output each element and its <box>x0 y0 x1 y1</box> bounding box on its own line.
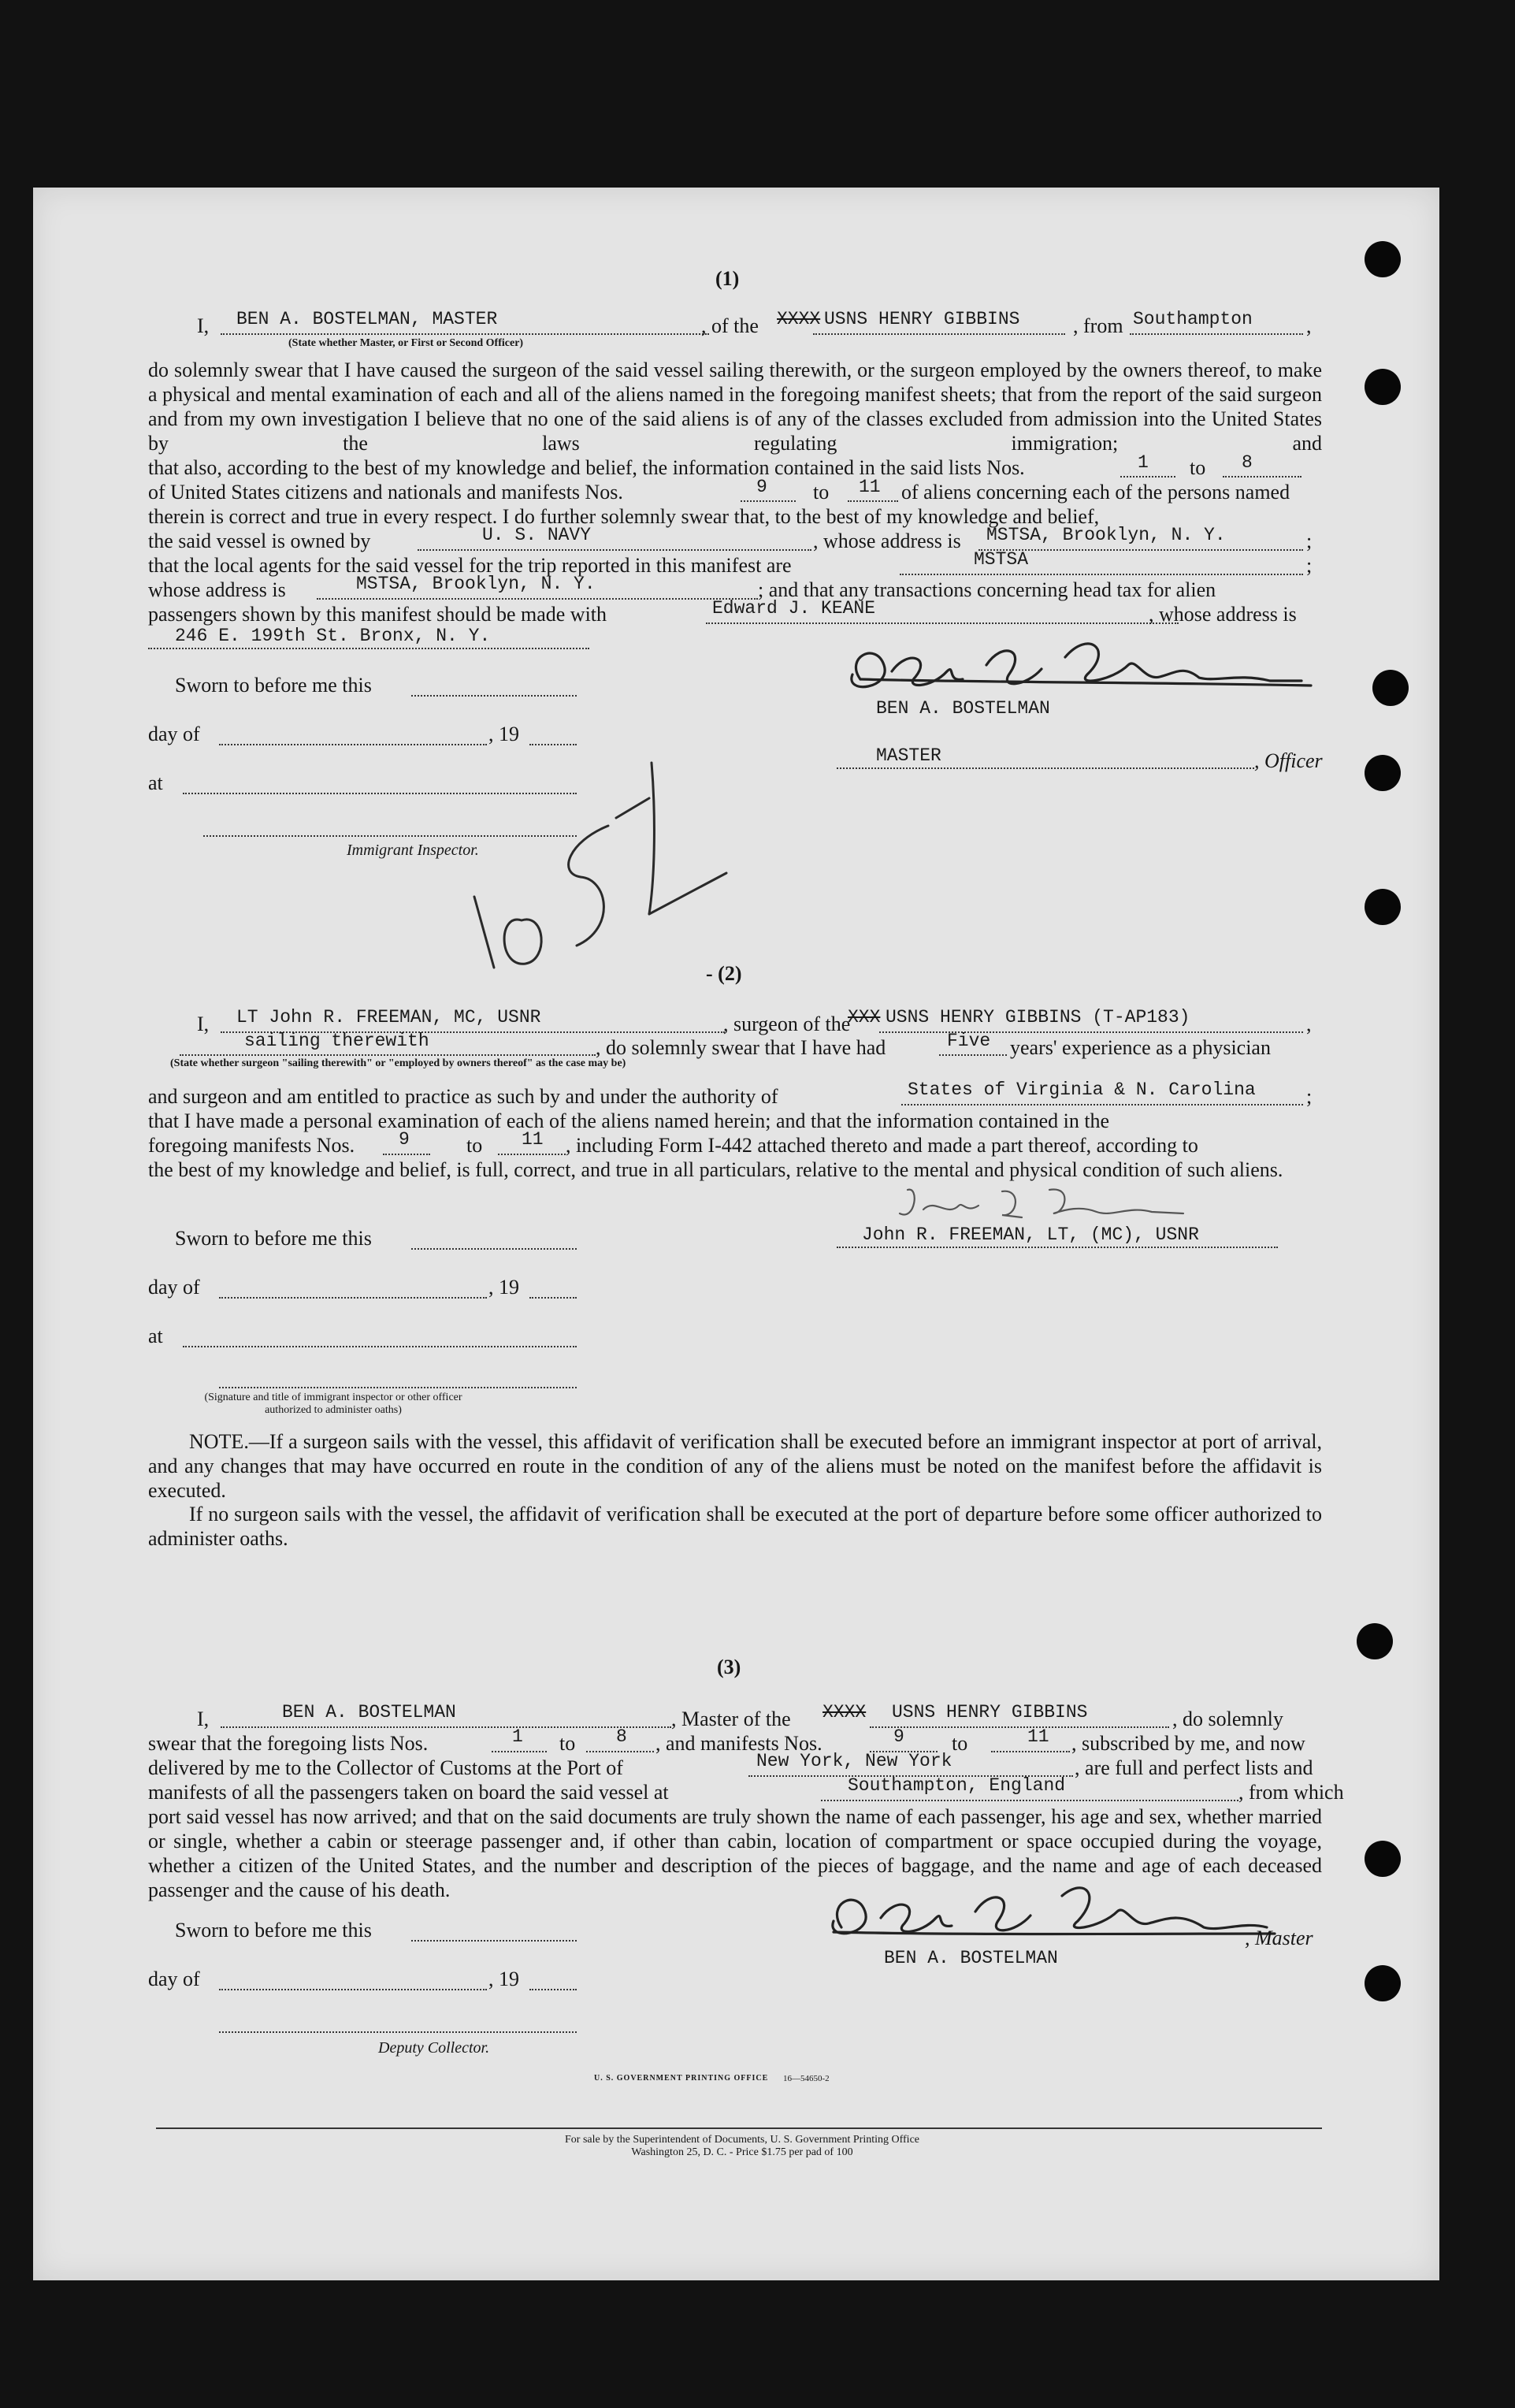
master-signature <box>829 634 1317 704</box>
struck-abbrev: XXX <box>848 1007 881 1027</box>
fill-line <box>148 648 589 649</box>
year-label: , 19 <box>488 1968 519 1990</box>
to-word: to <box>466 1134 483 1157</box>
arrival-port: New York, New York <box>756 1751 952 1771</box>
day-of-label: day of <box>148 1968 200 1990</box>
sale-line-2: Washington 25, D. C. - Price $1.75 per pad of 100 <box>631 2146 853 2158</box>
punch-hole <box>1357 1623 1393 1659</box>
owned-line-b: , whose address is <box>813 530 961 552</box>
day-of-label: day of <box>148 1276 200 1299</box>
departure-port: Southampton, England <box>848 1775 1066 1796</box>
fill-line <box>221 333 709 335</box>
from-label: , from <box>1073 314 1123 337</box>
intro-i: I, <box>197 1013 210 1035</box>
surgeon-printed-name: John R. FREEMAN, LT, (MC), USNR <box>862 1224 1199 1245</box>
fill-line <box>991 1751 1070 1752</box>
fill-line <box>411 1940 577 1942</box>
to-word: to <box>952 1732 968 1755</box>
passengers-line: passengers shown by this manifest should be made with <box>148 603 607 626</box>
master-hint: (State whether Master, or First or Second Officer) <box>288 337 524 349</box>
section1-paragraph: do solemnly swear that I have caused the surgeon of the said vessel sailing therewith, or the surgeon employed by the owners thereof, to make a physical and mental examination of each and all of the aliens named in the foregoing manifest sheets; that from the report of the said surgeon and from my own investigation I believe that no one of the said aliens is of any of the classes excluded from admission into the United States by the laws regulating immigration; and <box>148 359 1322 455</box>
footer-rule <box>156 2127 1322 2129</box>
manifest-to: 11 <box>1027 1726 1049 1747</box>
master-printed-name: BEN A. BOSTELMAN <box>884 1948 1058 1968</box>
punch-hole <box>1372 670 1409 706</box>
note-2: If no surgeon sails with the vessel, the affidavit of verification shall be executed at the port of departure before some officer authorized to administer oaths. <box>148 1503 1322 1550</box>
owner: U. S. NAVY <box>482 525 592 545</box>
vessel-name: USNS HENRY GIBBINS <box>892 1702 1088 1722</box>
fill-line <box>741 500 796 502</box>
agents: MSTSA <box>974 549 1029 570</box>
vessel-name: USNS HENRY GIBBINS <box>824 309 1020 329</box>
fill-line <box>821 1800 1238 1801</box>
whose-line-b: ; and that any transactions concerning head tax for alien <box>758 578 1216 601</box>
sale-line-1: For sale by the Superintendent of Documents, U. S. Government Printing Office <box>565 2134 919 2146</box>
day-of-label: day of <box>148 723 200 745</box>
agents-line: that the local agents for the said vessel for the trip reported in this manifest are <box>148 554 792 577</box>
section-number: (1) <box>715 267 740 290</box>
swear-line-a: swear that the foregoing lists Nos. <box>148 1732 429 1755</box>
citizens-line-b: of aliens concerning each of the persons named <box>901 481 1290 504</box>
sworn-label: Sworn to before me this <box>175 674 372 697</box>
to-word: to <box>813 481 830 504</box>
semicolon: ; <box>1306 530 1313 552</box>
fill-line <box>219 1387 577 1388</box>
intro-i: I, <box>197 1708 210 1730</box>
fill-line <box>492 1751 547 1752</box>
whose-line-a: whose address is <box>148 578 286 601</box>
manifest-from: 9 <box>893 1726 904 1747</box>
deputy-collector-label: Deputy Collector. <box>378 2039 490 2057</box>
fill-line <box>498 1154 566 1155</box>
semicolon: ; <box>1306 554 1313 577</box>
at-label: at <box>148 1325 163 1347</box>
fill-line <box>219 2031 577 2033</box>
therein-line: therein is correct and true in every respect. I do further solemnly swear that, to the best of my knowledge and belief, <box>148 505 1100 528</box>
struck-abbrev: XXXX <box>777 309 821 329</box>
punch-hole <box>1365 369 1401 405</box>
surgeon-signature <box>892 1182 1191 1229</box>
fill-line <box>183 1346 577 1347</box>
fill-line <box>383 1154 430 1155</box>
fill-line <box>939 1054 1007 1056</box>
manifest-to: 11 <box>859 477 881 497</box>
foregoing-line-b: , including Form I-442 attached thereto and made a part thereof, according to <box>566 1134 1198 1157</box>
sailing-hint: (State whether surgeon "sailing therewith" or "employed by owners thereof" as the case may be) <box>170 1057 626 1069</box>
that-also-line: that also, according to the best of my knowledge and belief, the information contained in the said lists Nos. <box>148 456 1025 479</box>
swear-line-b: , and manifests Nos. <box>655 1732 822 1755</box>
owner-address: MSTSA, Brooklyn, N. Y. <box>986 525 1226 545</box>
fill-line <box>411 695 577 697</box>
fill-line <box>837 767 1254 769</box>
at-label: at <box>148 771 163 794</box>
fill-line <box>900 574 1303 575</box>
fill-line <box>221 1726 671 1728</box>
swear-b: years' experience as a physician <box>1010 1036 1271 1059</box>
semicolon: ; <box>1306 1085 1313 1108</box>
inspector-label: Immigrant Inspector. <box>347 842 479 859</box>
fill-line <box>1223 476 1301 478</box>
contact-address: 246 E. 199th St. Bronx, N. Y. <box>175 626 491 646</box>
fill-line <box>901 1104 1303 1106</box>
swear-a: , do solemnly swear that I have had <box>596 1036 886 1059</box>
fill-line <box>317 598 758 600</box>
master-of-label: , Master of the <box>671 1708 791 1730</box>
punch-hole <box>1365 755 1401 791</box>
whose-end: , whose address is <box>1149 603 1297 626</box>
section-number: (3) <box>717 1656 741 1678</box>
note-1: NOTE.—If a surgeon sails with the vessel, this affidavit of verification shall be executed before an immigrant inspector at port of arrival, and any changes that may have occurred en route in the condition of any of the aliens must be noted on the manifest before the affidavit is executed. <box>148 1430 1322 1502</box>
swear-line-c: , subscribed by me, and now <box>1071 1732 1305 1755</box>
master-name: BEN A. BOSTELMAN, MASTER <box>236 309 498 329</box>
section2-paragraph-end: the best of my knowledge and belief, is full, correct, and true in all particulars, relative to the mental and physical condition of such aliens. <box>148 1158 1283 1181</box>
surgeon-name: LT John R. FREEMAN, MC, USNR <box>236 1007 541 1027</box>
intro-i: I, <box>197 314 210 337</box>
delivered-line-b: , are full and perfect lists and <box>1075 1756 1313 1779</box>
gpo-imprint: U. S. GOVERNMENT PRINTING OFFICE <box>594 2074 769 2083</box>
struck-abbrev: XXXX <box>822 1702 867 1722</box>
manifests-line: manifests of all the passengers taken on board the said vessel at <box>148 1781 669 1804</box>
fill-line <box>1120 476 1175 478</box>
owned-line-a: the said vessel is owned by <box>148 530 371 552</box>
fill-line <box>813 333 1065 335</box>
fill-line <box>1130 333 1303 335</box>
fill-line <box>180 1054 596 1056</box>
master-signature <box>810 1880 1283 1951</box>
manifest-from: 9 <box>399 1129 410 1150</box>
head-tax-contact: Edward J. KEANE <box>712 598 876 619</box>
comma: , <box>1306 1013 1312 1035</box>
sworn-label: Sworn to before me this <box>175 1227 372 1250</box>
manifests-line-b: , from which <box>1238 1781 1344 1804</box>
master-printed-name: BEN A. BOSTELMAN <box>876 698 1050 719</box>
surgeon-of-label: , surgeon of the <box>723 1013 851 1035</box>
list-to: 8 <box>616 1726 627 1747</box>
years-experience: Five <box>947 1031 991 1051</box>
signature-hint: (Signature and title of immigrant inspector or other officer authorized to administer oaths) <box>204 1392 462 1416</box>
delivered-line: delivered by me to the Collector of Customs at the Port of <box>148 1756 623 1779</box>
fill-line <box>529 1989 577 1990</box>
examination-line: that I have made a personal examination of each of the aliens named herein; and that the information contained in the <box>148 1109 1110 1132</box>
fill-line <box>411 1248 577 1250</box>
manifest-page <box>33 188 1439 2280</box>
from-port: Southampton <box>1133 309 1253 329</box>
fill-line <box>529 1297 577 1299</box>
master-title: MASTER <box>876 745 941 766</box>
to-word: to <box>1190 456 1206 479</box>
punch-hole <box>1365 1965 1401 2001</box>
fill-line <box>586 1751 654 1752</box>
fill-line <box>219 1989 487 1990</box>
fill-line <box>879 1031 1303 1033</box>
punch-hole <box>1365 1841 1401 1877</box>
punch-hole <box>1365 241 1401 277</box>
list-from: 1 <box>1138 452 1149 473</box>
surgeon-vessel: USNS HENRY GIBBINS (T-AP183) <box>886 1007 1190 1027</box>
sailing-status: sailing therewith <box>244 1031 429 1051</box>
punch-hole <box>1365 889 1401 925</box>
list-from: 1 <box>512 1726 523 1747</box>
fill-line <box>837 1247 1278 1248</box>
section-number: - (2) <box>706 962 742 985</box>
list-to: 8 <box>1242 452 1253 473</box>
manifest-from: 9 <box>756 477 767 497</box>
fill-line <box>706 622 1179 624</box>
year-label: , 19 <box>488 723 519 745</box>
authority: States of Virginia & N. Carolina <box>908 1080 1256 1100</box>
comma: , <box>1306 314 1312 337</box>
entitled-line: and surgeon and am entitled to practice as such by and under the authority of <box>148 1085 778 1108</box>
sworn-label: Sworn to before me this <box>175 1919 372 1942</box>
master-label: , Master <box>1245 1927 1313 1949</box>
pencil-annotation <box>419 739 742 975</box>
officer-label: , Officer <box>1254 749 1323 772</box>
form-number: 16—54650-2 <box>783 2074 830 2083</box>
fill-line <box>418 549 811 551</box>
solemnly-label: , do solemnly <box>1172 1708 1283 1730</box>
master-name: BEN A. BOSTELMAN <box>282 1702 456 1722</box>
manifest-to: 11 <box>522 1129 544 1150</box>
agent-address: MSTSA, Brooklyn, N. Y. <box>356 574 596 594</box>
to-word: to <box>559 1732 576 1755</box>
citizens-line-a: of United States citizens and nationals and manifests Nos. <box>148 481 623 504</box>
fill-line <box>848 500 898 502</box>
of-the-label: , of the <box>701 314 759 337</box>
foregoing-line-a: foregoing manifests Nos. <box>148 1134 355 1157</box>
fill-line <box>219 1297 487 1299</box>
year-label: , 19 <box>488 1276 519 1299</box>
section3-paragraph: port said vessel has now arrived; and that on the said documents are truly shown the name of each passenger, his age and sex, whether married or single, whether a cabin or steerage passenger and, if other than cabin, location of compartment or space occupied during the voyage, whether a citizen of the United States, and the number and description of the pieces of baggage, and the name and age of each deceased passenger and the cause of his death. <box>148 1805 1322 1901</box>
fill-line <box>870 1726 1169 1728</box>
